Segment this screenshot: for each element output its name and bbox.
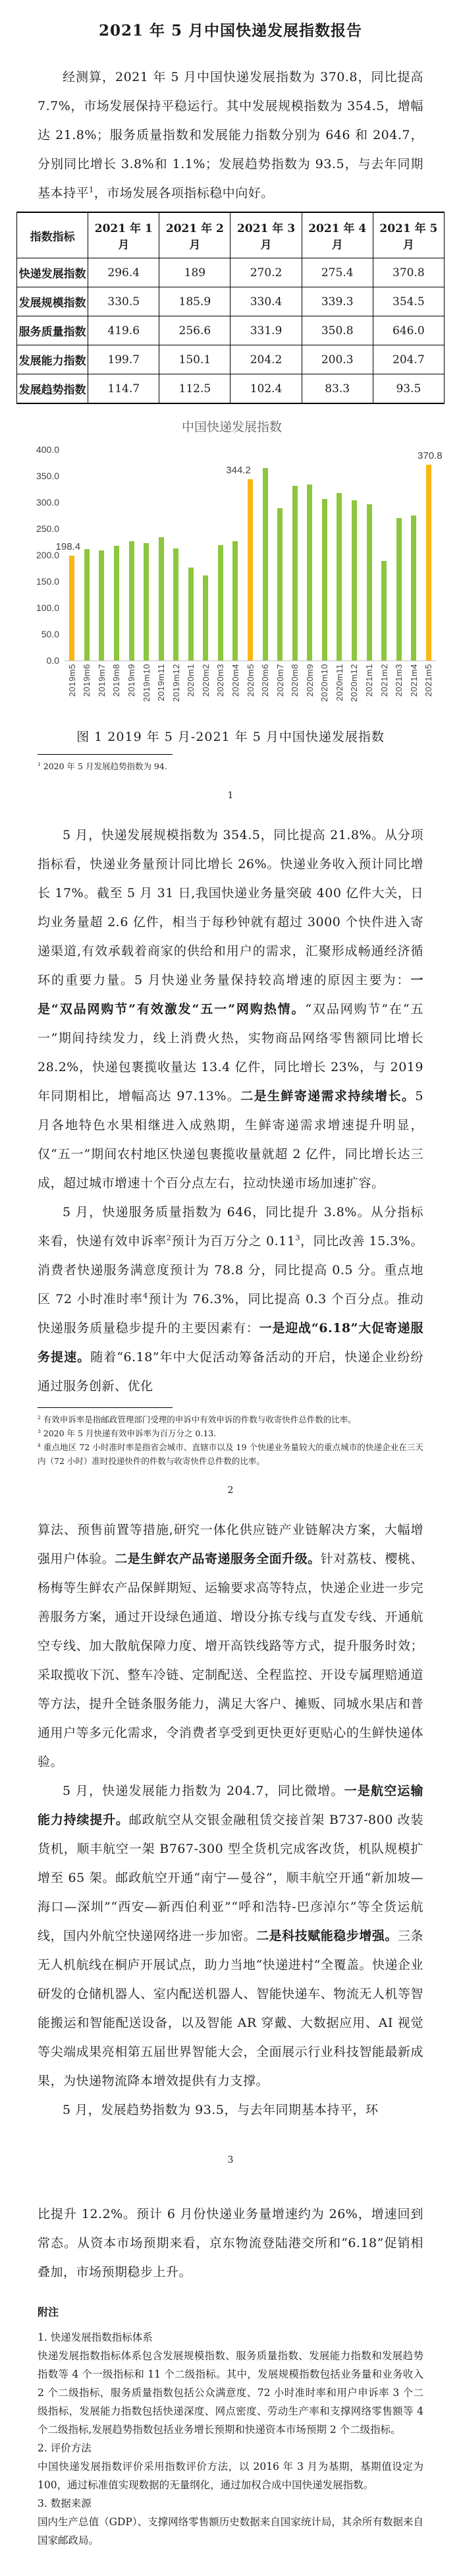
- bar-data-label: 370.8: [418, 450, 443, 462]
- table-cell: 370.8: [373, 258, 444, 287]
- table-cell: 331.9: [230, 316, 302, 345]
- bar-slot: [153, 450, 169, 660]
- bar-slot: [362, 450, 377, 660]
- text-segment: ，市场发展各项指标稳中向好。: [94, 186, 274, 200]
- x-tick-label: 2020m5: [245, 664, 256, 697]
- text-segment: 算法、预售前置等措施,研究一体化供应链产业链解决方案，大幅增强用户体验。: [38, 1523, 423, 1566]
- bar: [411, 515, 416, 660]
- x-tick-slot: [109, 664, 124, 713]
- bar: [307, 484, 312, 660]
- text-segment: 5 月，快递发展规模指数为 354.5，同比提高 21.8%。从分项指标看，快递业务量预计同比增长 26%。快递业务收入预计同比增长 17%。截至 5 月 31 日,我国快递业务量突破 400 亿件大关，日均业务量超 2.6 亿件，相当于每秒钟就有超过 3000 个快件进入寄递渠道,有效承载着商家的供给和用户的需求，汇聚形成畅通经济循环的重要力量。5 月快递业务量保持较高增速的原因主要为：: [38, 828, 423, 987]
- index-table-body: [17, 258, 445, 404]
- figure-caption: 图 1 2019 年 5 月-2021 年 5 月中国快递发展指数: [76, 730, 385, 744]
- bar-slot: [226, 450, 258, 660]
- superscript-ref: 2: [166, 1233, 172, 1243]
- superscript-ref: 4: [38, 1442, 41, 1448]
- paragraph-trend-index-part1: [38, 2095, 423, 2124]
- x-tick-label: 2019m12: [171, 664, 181, 702]
- text-segment: 针对荔枝、樱桃、杨梅等生鲜农产品保鲜期短、运输要求高等特点，快递企业进一步完善服务方案，通过开设绿色通道、增设分拣专线与直发专线、开通航空专线、加大散航保障力度、增开高铁线路等方式，提升服务时效；采取揽收下沉、整车冷链、定制配送、全程监控、开设专属理赔通道等方法，提升全链条服务能力，满足大客户、摊贩、同城水果店和普通用户等多元化需求，令消费者享受到更快更好更贴心的生鲜快递体验。: [38, 1552, 423, 1769]
- x-tick-label: 2019m9: [126, 664, 137, 697]
- table-cell: 83.3: [302, 374, 373, 404]
- x-tick-label: 2021m3: [394, 664, 404, 697]
- text-segment: 2020 年 5 月快递有效申诉率为百万分之 0.13.: [40, 1428, 217, 1438]
- text-segment: 二是生鲜寄递需求持续增长。: [240, 1089, 416, 1103]
- note-item-heading: 2. 评价方法: [38, 2442, 92, 2454]
- text-segment: 5 月，快递服务质量指数为 646，同比提升 3.8%。从分指标来看，快递有效申诉率: [38, 1205, 423, 1248]
- bar-slot: [391, 450, 406, 660]
- bar-slot: [317, 450, 333, 660]
- table-row-label: 快递发展指数: [17, 258, 88, 287]
- table-cell: 419.6: [88, 316, 159, 345]
- paragraph-overview: [38, 63, 423, 208]
- bar: [277, 508, 283, 660]
- table-cell: 102.4: [230, 374, 302, 404]
- bar: [203, 575, 208, 660]
- x-tick-slot: [198, 664, 213, 713]
- bar-slot: [139, 450, 154, 660]
- text-segment: 5 月，发展趋势指数为 93.5，与去年同期基本持平，环: [63, 2103, 379, 2117]
- bar-slot: [198, 450, 213, 660]
- chart-y-axis: [28, 444, 65, 666]
- table-cell: 646.0: [373, 316, 444, 345]
- x-tick-slot: [421, 664, 437, 713]
- text-segment: 一是迎战“6.18”大促寄递服务提速。: [38, 1321, 423, 1364]
- bar-slot: [347, 450, 362, 660]
- x-tick-label: 2019m8: [111, 664, 122, 697]
- x-tick-slot: [287, 664, 302, 713]
- x-tick-slot: [273, 664, 288, 713]
- y-tick-label: 250.0: [36, 523, 59, 534]
- superscript-ref: 3: [295, 1233, 301, 1243]
- x-tick-slot: [153, 664, 169, 713]
- bar-slot: [332, 450, 347, 660]
- bar: [322, 499, 327, 660]
- text-segment: 比提升 12.2%。预计 6 月份快递业务量增速约为 26%，增速回到常态。从资本市场预期来看，京东物流登陆港交所和“6.18”促销相叠加，市场预期稳步上升。: [38, 2207, 423, 2279]
- x-tick-slot: [169, 664, 184, 713]
- table-header-row: [17, 212, 445, 258]
- index-table-head: [17, 212, 445, 258]
- footnote-block-2: [38, 1407, 423, 1468]
- table-cell: 339.3: [302, 287, 373, 316]
- paragraph-service-quality-part1: [38, 1198, 423, 1401]
- text-segment: 预计为 76.3%，同比提高 0.3 个百分点。推动快递服务质量稳步提升的主要因素有：: [38, 1292, 423, 1335]
- superscript-ref: 4: [143, 1291, 148, 1301]
- x-tick-slot: [124, 664, 139, 713]
- table-cell: 185.9: [159, 287, 230, 316]
- table-row-label: 服务质量指数: [17, 316, 88, 345]
- table-cell: 150.1: [159, 345, 230, 374]
- footnote-lines-2: [38, 1413, 423, 1468]
- x-tick-label: 2019m10: [141, 664, 151, 702]
- text-segment: 2020 年 5 月发展趋势指数为 94.: [40, 761, 167, 771]
- superscript-ref: 1: [89, 185, 94, 194]
- chart-plot-wrap: [55, 450, 443, 713]
- bar: [144, 543, 149, 660]
- x-tick-slot: [406, 664, 421, 713]
- x-tick-label: 2020m6: [260, 664, 271, 697]
- bar-slot: [418, 450, 443, 660]
- x-tick-slot: [184, 664, 199, 713]
- bar: [218, 545, 223, 660]
- x-tick-label: 2019m7: [96, 664, 107, 697]
- footnote-block-1: [38, 754, 423, 773]
- x-tick-slot: [80, 664, 95, 713]
- bar: [99, 550, 104, 660]
- text-segment: 一是航空运输能力持续提升。: [38, 1784, 423, 1827]
- bar: [114, 546, 119, 660]
- table-cell: 204.7: [373, 345, 444, 374]
- table-row-label: 发展能力指数: [17, 345, 88, 374]
- table-cell: 199.7: [88, 345, 159, 374]
- text-segment: 一是“双品网购节”有效激发“五一”网购热情。: [38, 973, 423, 1016]
- report-page: [0, 18, 461, 2550]
- note-item-heading: 3. 数据来源: [38, 2498, 92, 2509]
- table-cell: 112.5: [159, 374, 230, 404]
- y-tick-label: 0.0: [46, 655, 59, 666]
- x-tick-label: 2020m1: [186, 664, 196, 697]
- notes-section: [38, 2304, 423, 2550]
- bar-slot: [124, 450, 139, 660]
- footnote-lines-1: [38, 759, 423, 773]
- text-segment: 预计为百万分之 0.11: [171, 1234, 296, 1248]
- chart-x-axis: [65, 664, 436, 713]
- x-tick-label: 2020m4: [230, 664, 240, 697]
- note-item-body: 快递发展指数指标体系包含发展规模指数、服务质量指数、发展能力指数和发展趋势指数等 4 个一级指标和 11 个二级指标。其中，发展规模指数包括业务量和业务收入 2 个二级指标，服务质量指数包括公众满意度、72 小时准时率和用户申诉率 3 个二级指标，发展能力指数包括快递深度、网点密度、劳动生产率和支撑网络零售额等 4 个二级指标,发展趋势指数包括业务增长预期和快递资本市场预期 2 个二级指标。: [38, 2350, 423, 2436]
- table-cell: 204.2: [230, 345, 302, 374]
- bar-data-label: 198.4: [55, 541, 81, 553]
- table-cell: 200.3: [302, 345, 373, 374]
- table-row: [17, 345, 445, 374]
- x-tick-slot: [65, 664, 80, 713]
- table-row-label: 发展规模指数: [17, 287, 88, 316]
- text-segment: 5 月各地特色水果相继进入成熟期，生鲜寄递需求增速提升明显，仅“五一”期间农村地区快递包裹揽收量就超 2 亿件，同比增长达三成，超过城市增速十个百分点左右，拉动快递市场加速扩容。: [38, 1089, 423, 1190]
- table-header-cell: 2021 年 5 月: [373, 212, 444, 258]
- x-tick-label: 2020m12: [349, 664, 360, 702]
- table-cell: 330.5: [88, 287, 159, 316]
- x-tick-slot: [258, 664, 273, 713]
- text-segment: 重点地区 72 小时准时率是指省会城市、直辖市以及 19 个快递业务量较大的重点城市的快递企业在三天内（72 小时）准时投递快件的件数与收寄快件总件数的比率。: [38, 1442, 423, 1466]
- bar: [367, 504, 372, 660]
- x-tick-label: 2021m4: [408, 664, 419, 697]
- notes-items: [38, 2328, 423, 2550]
- table-cell: 270.2: [230, 258, 302, 287]
- table-row-label: 发展趋势指数: [17, 374, 88, 404]
- footnote-divider: [38, 1407, 173, 1408]
- text-segment: 二是科技赋能稳步增强。: [256, 1929, 398, 1943]
- bar: [396, 518, 402, 660]
- text-segment: 经测算，2021 年 5 月中国快递发展指数为 370.8，同比提高 7.7%，市场发展保持平稳运行。其中发展规模指数为 354.5，增幅达 21.8%；服务质量指数和发展能力指数分别为 646 和 204.7，分别同比增长 3.8%和 1.1%；发展趋势指数为 93.5，与去年同期基本持平: [38, 70, 423, 200]
- chart-body: [28, 444, 443, 713]
- y-tick-label: 100.0: [36, 602, 59, 613]
- table-cell: 114.7: [88, 374, 159, 404]
- x-tick-slot: [362, 664, 377, 713]
- footnote-line: [38, 759, 423, 773]
- table-cell: 189: [159, 258, 230, 287]
- x-tick-label: 2020m10: [319, 664, 330, 702]
- footnote-line: [38, 1440, 423, 1468]
- table-row: [17, 287, 445, 316]
- x-tick-label: 2020m3: [215, 664, 226, 697]
- bar-slot: [169, 450, 184, 660]
- x-tick-label: 2019m11: [156, 664, 167, 701]
- x-tick-label: 2020m11: [334, 664, 344, 701]
- note-item-heading: 1. 快递发展指数指标体系: [38, 2331, 153, 2343]
- table-row: [17, 316, 445, 345]
- paragraph-scale-index: [38, 821, 423, 1198]
- x-tick-slot: [317, 664, 333, 713]
- y-tick-label: 150.0: [36, 576, 59, 587]
- bar-slot: [258, 450, 273, 660]
- development-index-chart: [28, 417, 443, 713]
- text-segment: 三条无人机航线在桐庐开展试点，助力当地“快递进村”全覆盖。快递企业研发的仓储机器人、室内配送机器人、智能快递车、物流无人机等智能搬运和智能配送设备，以及智能 AR 穿戴、大数据应用、AI 视觉等尖端成果亮相第五届世界智能大会，全面展示行业科技智能最新成果，为快递物流降本增效提供有力支撑。: [38, 1929, 423, 2088]
- bar-slot: [302, 450, 317, 660]
- bar-slot: [184, 450, 199, 660]
- note-item-body: 中国快递发展指数评价采用指数评价方法，以 2016 年 3 月为基期，基期值设定为 100，通过标准值实现数据的无量纲化，通过加权合成中国快递发展指数。: [38, 2461, 423, 2491]
- bar: [426, 465, 431, 660]
- x-tick-label: 2019m5: [67, 664, 77, 697]
- paragraph-capability-index: [38, 1776, 423, 2095]
- bar-slot: [213, 450, 229, 660]
- bar: [263, 468, 268, 660]
- y-tick-label: 50.0: [41, 629, 59, 639]
- y-tick-label: 400.0: [36, 444, 59, 455]
- x-tick-slot: [94, 664, 109, 713]
- bar-slot: [287, 450, 302, 660]
- footnote-line: [38, 1426, 423, 1440]
- paragraph-trend-index-part2: [38, 2200, 423, 2287]
- paragraph-service-quality-part2: [38, 1515, 423, 1776]
- table-cell: 354.5: [373, 287, 444, 316]
- bar-slot: [94, 450, 109, 660]
- table-header-cell: 2021 年 1 月: [88, 212, 159, 258]
- bar: [248, 479, 253, 660]
- bar-slot: [80, 450, 95, 660]
- notes-title: 附注: [38, 2306, 59, 2318]
- bar-slot: [273, 450, 288, 660]
- x-tick-label: 2021m2: [379, 664, 389, 697]
- text-segment: 5 月，快递发展能力指数为 204.7，同比微增。: [63, 1784, 344, 1798]
- x-tick-slot: [213, 664, 229, 713]
- x-tick-slot: [302, 664, 317, 713]
- x-tick-label: 2020m8: [290, 664, 300, 697]
- page-number-3: 3: [227, 2155, 234, 2165]
- note-item-body: 国内生产总值（GDP）、支撑网络零售额历史数据来自国家统计局，其余所有数据来自国家邮政局。: [38, 2516, 423, 2546]
- superscript-ref: 3: [38, 1428, 41, 1434]
- table-cell: 256.6: [159, 316, 230, 345]
- footnote-line: [38, 1413, 423, 1426]
- x-tick-slot: [347, 664, 362, 713]
- bar: [173, 548, 178, 660]
- x-tick-slot: [332, 664, 347, 713]
- footnote-divider: [38, 754, 173, 755]
- page-number-2: 2: [227, 1485, 234, 1496]
- bar: [352, 500, 357, 660]
- table-cell: 350.8: [302, 316, 373, 345]
- chart-title: 中国快递发展指数: [181, 421, 282, 434]
- bar-slot: [109, 450, 124, 660]
- text-segment: 邮政航空从交银金融租赁交接首架 B737-800 改装货机，顺丰航空一架 B767-300 型全货机完成客改货，机队规模扩增至 65 架。邮政航空开通“南宁—曼谷”，顺丰航空开通“新加坡—海口—深圳”“西安—新西伯利亚”“呼和浩特-巴彦淖尔”等全货运航线，国内外航空快递网络进一步加密。: [38, 1813, 423, 1943]
- y-tick-label: 200.0: [36, 550, 59, 560]
- table-cell: 275.4: [302, 258, 373, 287]
- bar-slot: [55, 450, 81, 660]
- y-tick-label: 300.0: [36, 497, 59, 508]
- x-tick-label: 2020m2: [200, 664, 211, 697]
- bar: [129, 541, 134, 660]
- bar: [159, 537, 164, 660]
- x-tick-label: 2020m9: [304, 664, 315, 697]
- x-tick-slot: [139, 664, 154, 713]
- bar-slot: [406, 450, 421, 660]
- page-title: 2021 年 5 月中国快递发展指数报告: [98, 22, 363, 40]
- x-tick-slot: [228, 664, 243, 713]
- table-row: [17, 258, 445, 287]
- bar-slot: [228, 450, 243, 660]
- superscript-ref: 1: [38, 761, 41, 767]
- chart-plot: [55, 450, 443, 661]
- superscript-ref: 2: [38, 1414, 41, 1420]
- y-tick-label: 350.0: [36, 471, 59, 481]
- table-header-cell: 2021 年 3 月: [230, 212, 302, 258]
- table-header-cell: 2021 年 2 月: [159, 212, 230, 258]
- x-tick-slot: [391, 664, 406, 713]
- bar: [188, 568, 194, 660]
- text-segment: 有效申诉率是指邮政管理部门受理的申诉中有效申诉的件数与收寄快件总件数的比率。: [40, 1415, 356, 1424]
- bar: [292, 486, 298, 660]
- index-table: [16, 212, 445, 404]
- text-segment: ，同比改善 15.3%。消费者快递服务满意度预计为 78.8 分，同比提高 0.5 分。重点地区 72 小时准时率: [38, 1234, 423, 1306]
- x-tick-label: 2021m5: [423, 664, 434, 697]
- bar: [337, 493, 342, 660]
- table-header-cell: 2021 年 4 月: [302, 212, 373, 258]
- x-tick-label: 2021m1: [364, 664, 375, 697]
- bar-data-label: 344.2: [226, 464, 251, 476]
- table-cell: 330.4: [230, 287, 302, 316]
- x-tick-slot: [377, 664, 392, 713]
- table-header-cell: 指数指标: [17, 212, 88, 258]
- x-tick-label: 2020m7: [275, 664, 285, 697]
- table-cell: 296.4: [88, 258, 159, 287]
- x-tick-label: 2019m6: [82, 664, 92, 697]
- x-tick-slot: [243, 664, 258, 713]
- bar-slot: [377, 450, 392, 660]
- table-row: [17, 374, 445, 404]
- table-cell: 93.5: [373, 374, 444, 404]
- bar: [84, 549, 90, 660]
- bar: [69, 556, 74, 660]
- bar: [232, 541, 238, 660]
- text-segment: 二是生鲜农产品寄递服务全面升级。: [115, 1552, 321, 1566]
- text-segment: “双品网购节”在“五一”期间持续发力，线上消费火热，实物商品网络零售额同比增长 28.2%，快递包裹揽收量达 13.4 亿件，同比增长 23%，与 2019 年同期相比，增幅高达 97.13%。: [38, 1002, 424, 1103]
- text-segment: 随着“6.18”年中大促活动筹备活动的开启，快递企业纷纷通过服务创新、优化: [38, 1350, 423, 1393]
- page-number-1: 1: [227, 790, 234, 801]
- bar: [381, 561, 387, 660]
